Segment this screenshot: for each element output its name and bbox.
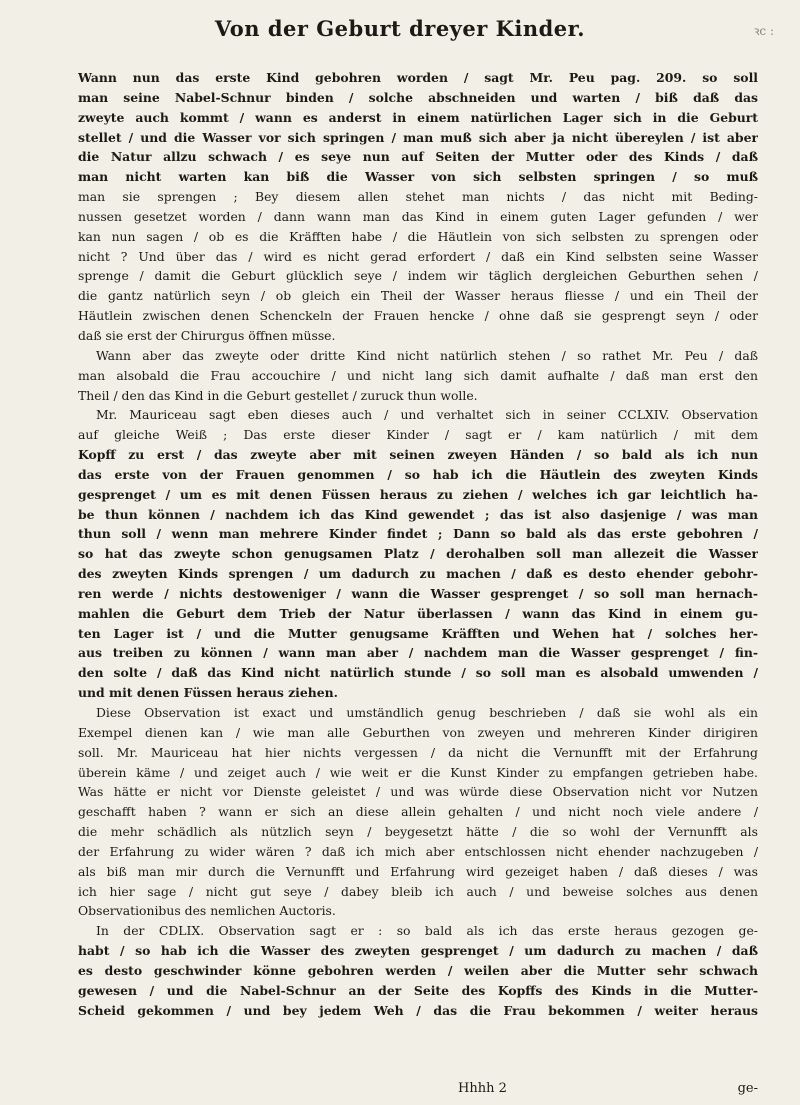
text-line: sprenge / damit die Geburt glücklich seye / indem wir täglich dergleichen Geburthen sehen / <box>78 268 758 284</box>
text-line: In der CDLIX. Observation sagt er : so bald als ich das erste heraus gezogen ge- <box>96 923 758 939</box>
text-line: des zweyten Kinds sprengen / um dadurch zu machen / daß es desto ehender gebohr- <box>78 566 758 582</box>
text-line: ich hier sage / nicht gut seye / dabey bleib ich auch / und beweise solches aus denen <box>78 883 758 899</box>
text-line: zweyte auch kommt / wann es anderst in einem natürlichen Lager sich in die Geburt <box>78 109 758 125</box>
running-head: Von der Geburt dreyer Kinder. <box>214 16 586 41</box>
text-line: Scheid gekommen / und bey jedem Weh / das die Frau bekommen / weiter heraus <box>78 1002 758 1018</box>
text-line: die gantz natürlich seyn / ob gleich ein Theil der Wasser heraus fliesse / und ein Theil der <box>78 288 758 304</box>
text-line: ten Lager ist / und die Mutter genugsame Kräfften und Wehen hat / solches her- <box>78 625 758 641</box>
text-line: Diese Observation ist exact und umständlich genug beschrieben / daß sie wohl als ein <box>96 705 758 720</box>
text-line: die Natur allzu schwach / es seye nun auf Seiten der Mutter oder des Kinds / daß <box>78 149 758 165</box>
text-line: Was hätte er nicht vor Dienste geleistet / und was würde diese Observation nicht vor Nutzen <box>78 784 758 800</box>
text-line: aus treiben zu können / wann man aber / nachdem man die Wasser gesprenget / fin- <box>78 645 758 661</box>
text-line: Observationibus des nemlichen Auctoris. <box>78 903 336 919</box>
text-line: geschafft haben ? wann er sich an diese allein gehalten / und nicht noch viele andere / <box>78 804 758 820</box>
text-line: stellet / und die Wasser vor sich springen / man muß sich aber ja nicht übereylen / ist aber <box>78 129 758 145</box>
text-line: Häutlein zwischen denen Schenckeln der Frauen hencke / ohne daß sie gesprengt seyn / oder <box>78 308 758 324</box>
text-line: die mehr schädlich als nützlich seyn / beygesetzt hätte / die so wohl der Vernunfft als <box>78 824 758 840</box>
text-line: gesprenget / um es mit denen Füssen heraus zu ziehen / welches ich gar leichtlich ha- <box>78 486 758 502</box>
text-line: so hat das zweyte schon genugsamen Platz / derohalben soll man allezeit die Wasser <box>78 546 758 562</box>
signature-mark: Hhhh 2 <box>458 1081 507 1096</box>
body-text <box>78 68 758 1021</box>
text-line: man nicht warten kan biß die Wasser von sich selbsten springen / so muß <box>78 169 758 185</box>
text-line: nussen gesetzet worden / dann wann man das Kind in einem guten Lager gefunden / wer <box>78 208 758 224</box>
text-line: und mit denen Füssen heraus ziehen. <box>78 685 338 701</box>
text-line: als biß man mir durch die Vernunfft und Erfahrung wird gezeiget haben / daß dieses / was <box>78 863 758 879</box>
text-line: soll. Mr. Mauriceau hat hier nichts vergessen / da nicht die Vernunfft mit der Erfahrung <box>78 744 758 760</box>
text-line: ren werde / nichts destoweniger / wann die Wasser gesprenget / so soll man hernach- <box>78 585 758 601</box>
text-line: den solte / daß das Kind nicht natürlich stunde / so soll man es alsobald umwenden / <box>78 665 758 681</box>
page-footer <box>78 1081 758 1101</box>
text-line: man alsobald die Frau accouchire / und nicht lang sich damit aufhalte / daß man erst den <box>78 367 758 383</box>
text-line: habt / so hab ich die Wasser des zweyten gesprenget / um dadurch zu machen / daß <box>78 943 758 959</box>
text-line: mahlen die Geburt dem Trieb der Natur überlassen / wann das Kind in einem gu- <box>78 605 758 621</box>
text-line: auf gleiche Weiß ; Das erste dieser Kinder / sagt er / kam natürlich / mit dem <box>78 427 758 443</box>
text-line: Mr. Mauriceau sagt eben dieses auch / und verhaltet sich in seiner CCLXIV. Observation <box>96 407 758 423</box>
text-line: gewesen / und die Nabel-Schnur an der Seite des Kopffs des Kinds in die Mutter- <box>78 982 758 998</box>
catchword: ge- <box>737 1081 758 1096</box>
text-line: der Erfahrung zu wider wären ? daß ich mich aber entschlossen nicht ehender nachzugeben / <box>78 843 758 859</box>
text-line: be thun können / nachdem ich das Kind gewendet ; das ist also dasjenige / was man <box>78 506 758 522</box>
page-mark: ꝛc : <box>753 24 774 38</box>
text-line: Wann aber das zweyte oder dritte Kind nicht natürlich stehen / so rathet Mr. Peu / daß <box>96 347 758 363</box>
text-line: Exempel dienen kan / wie man alle Geburthen von zweyen und mehreren Kinder dirigiren <box>78 724 758 740</box>
text-line: nicht ? Und über das / wird es nicht gerad erfordert / daß ein Kind selbsten seine Wasser <box>78 248 758 264</box>
text-line: kan nun sagen / ob es die Kräfften habe / die Häutlein von sich selbsten zu sprengen oder <box>78 228 758 244</box>
text-line: es desto geschwinder könne gebohren werden / weilen aber die Mutter sehr schwach <box>78 962 758 978</box>
text-line: Theil / den das Kind in die Geburt gestellet / zuruck thun wolle. <box>78 387 478 403</box>
text-line: Wann nun das erste Kind gebohren worden / sagt Mr. Peu pag. 209. so soll <box>78 70 758 85</box>
text-line: Kopff zu erst / das zweyte aber mit seinen zweyen Händen / so bald als ich nun <box>78 447 758 463</box>
text-line: thun soll / wenn man mehrere Kinder findet ; Dann so bald als das erste gebohren / <box>78 526 758 542</box>
text-line: man sie sprengen ; Bey diesem allen stehet man nichts / das nicht mit Beding- <box>78 189 758 205</box>
text-line: man seine Nabel-Schnur binden / solche abschneiden und warten / biß daß das <box>78 89 758 105</box>
text-line: das erste von der Frauen genommen / so hab ich die Häutlein des zweyten Kinds <box>78 466 758 482</box>
text-line: überein käme / und zeiget auch / wie weit er die Kunst Kinder zu empfangen getrieben habe. <box>78 764 758 780</box>
text-line: daß sie erst der Chirurgus öffnen müsse. <box>78 327 336 343</box>
